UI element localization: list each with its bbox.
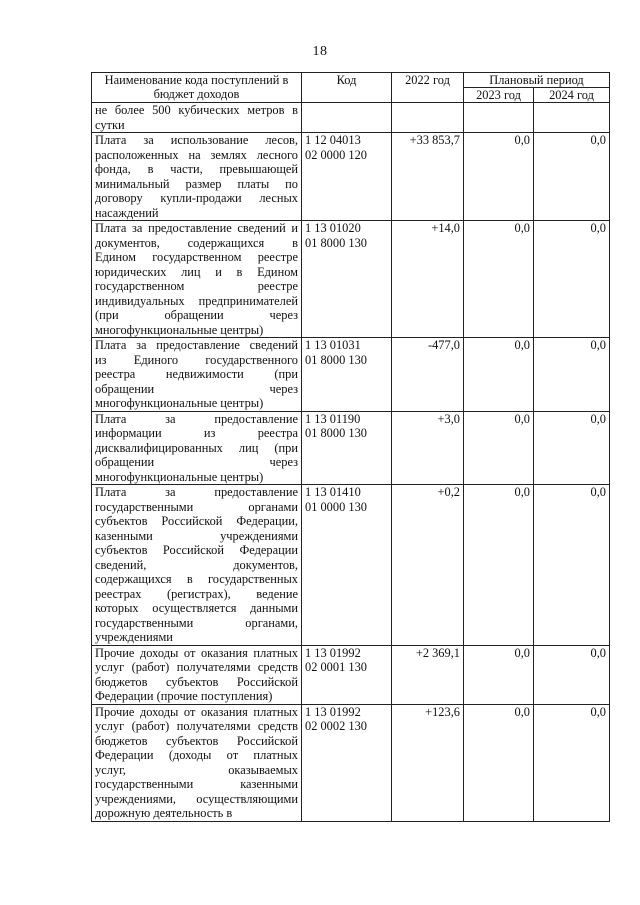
row-code: [302, 103, 392, 133]
table-row: [92, 411, 610, 485]
row-name-line: государственном реестре: [95, 279, 298, 293]
row-name-line: государственными органами,: [95, 615, 298, 630]
row-value-2023: 0,0: [464, 411, 534, 485]
row-name: [92, 411, 302, 485]
row-value-2023: 0,0: [464, 704, 534, 821]
row-name-line: услуг (работ) получателями средств: [95, 719, 298, 733]
row-name-line: юридических лиц и в Едином: [95, 264, 298, 279]
row-code: [302, 221, 392, 338]
row-name-line: Едином государственном реестре: [95, 250, 298, 264]
row-value-2023: 0,0: [464, 221, 534, 338]
row-name-line: не более 500 кубических метров в: [95, 103, 298, 117]
row-code-line: 1 13 01190: [305, 411, 361, 426]
row-name: [92, 103, 302, 133]
row-code-line: 02 0002 130: [305, 719, 367, 733]
row-value-2024: 0,0: [534, 645, 610, 704]
row-code-line: 1 13 01992: [305, 645, 361, 660]
row-code: [302, 338, 392, 412]
revenue-table: [91, 72, 610, 822]
row-name-line: содержащихся в государственных: [95, 572, 298, 586]
row-value-2024: 0,0: [534, 704, 610, 821]
row-value-2024: 0,0: [534, 133, 610, 221]
row-name-line: учреждениями, осуществляющими: [95, 791, 298, 806]
row-code-line: 1 13 01410: [305, 485, 361, 499]
row-name-line: (при обращении через: [95, 308, 298, 322]
row-code-line: 1 13 01992: [305, 704, 361, 719]
row-name-line: Федерации (прочие поступления): [95, 689, 273, 703]
row-code-line: 1 12 04013: [305, 133, 361, 147]
table-row: [92, 133, 610, 221]
row-value-2022: +123,6: [392, 704, 464, 821]
row-value-2024: 0,0: [534, 338, 610, 412]
table-row: [92, 221, 610, 338]
row-name-line: услуг, оказываемых: [95, 762, 298, 777]
header-2024: 2024 год: [534, 88, 610, 103]
row-value-2022: -477,0: [392, 338, 464, 412]
page-number: 18: [312, 44, 328, 59]
row-value-2024: 0,0: [534, 411, 610, 485]
row-name-line: насаждений: [95, 205, 159, 220]
header-plan-period: Плановый период: [464, 73, 610, 88]
row-name: [92, 133, 302, 221]
row-code-line: 01 0000 130: [305, 499, 367, 514]
row-name: [92, 338, 302, 412]
table-row: [92, 704, 610, 821]
header-2023: 2023 год: [464, 88, 534, 103]
row-value-2022: [392, 103, 464, 133]
row-name-line: казенными учреждениями: [95, 528, 298, 543]
row-code-line: 01 8000 130: [305, 235, 367, 250]
row-code-line: 02 0001 130: [305, 660, 367, 674]
row-name-line: государственными органами: [95, 499, 298, 514]
row-name-line: индивидуальных предпринимателей: [95, 293, 298, 308]
row-code: [302, 411, 392, 485]
row-value-2023: 0,0: [464, 133, 534, 221]
row-name-line: из Единого государственного: [95, 352, 298, 367]
row-name-line: Плата за предоставление сведений: [95, 338, 298, 352]
row-name-line: Плата за предоставление сведений и: [95, 221, 298, 235]
header-name: [92, 73, 302, 103]
row-code-line: 1 13 01031: [305, 338, 361, 352]
row-name-line: учреждениями: [95, 630, 173, 644]
row-name-line: дисквалифицированных лиц (при: [95, 440, 298, 455]
row-value-2022: +2 369,1: [392, 645, 464, 704]
row-name-line: государственными казенными: [95, 777, 298, 791]
row-name-line: Федерации (доходы от платных: [95, 748, 298, 762]
table-row: [92, 338, 610, 412]
table-body: [92, 103, 610, 822]
header-name-line2: бюджет доходов: [153, 87, 240, 101]
row-name-line: субъектов Российской Федерации: [95, 543, 298, 557]
header-2022: 2022 год: [392, 73, 464, 103]
row-name-line: документов, содержащихся в: [95, 235, 298, 250]
table-row: [92, 645, 610, 704]
row-name: [92, 485, 302, 646]
row-name-line: минимальный размер платы по: [95, 176, 298, 191]
row-value-2022: +0,2: [392, 485, 464, 646]
table-row: [92, 103, 610, 133]
row-value-2023: [464, 103, 534, 133]
row-name-line: обращении через: [95, 381, 298, 396]
row-value-2024: [534, 103, 610, 133]
row-value-2023: 0,0: [464, 485, 534, 646]
row-value-2022: +14,0: [392, 221, 464, 338]
row-name-line: расположенных на землях лесного: [95, 147, 298, 162]
row-name-line: услуг (работ) получателями средств: [95, 660, 298, 674]
row-name-line: Плата за предоставление: [95, 411, 298, 426]
row-code-line: 02 0000 120: [305, 147, 367, 162]
row-code: [302, 704, 392, 821]
row-name-line: которых осуществляется данными: [95, 601, 298, 615]
row-name-line: дорожную деятельность в: [95, 806, 233, 820]
row-value-2023: 0,0: [464, 645, 534, 704]
row-name-line: многофункциональные центры): [95, 469, 264, 484]
row-name-line: Прочие доходы от оказания платных: [95, 704, 298, 719]
row-value-2024: 0,0: [534, 485, 610, 646]
row-name-line: фонда, в части, превышающей: [95, 162, 298, 176]
row-name-line: реестрах (регистрах), ведение: [95, 586, 298, 601]
row-name-line: информации из реестра: [95, 426, 298, 440]
row-code: [302, 645, 392, 704]
row-value-2022: +3,0: [392, 411, 464, 485]
row-code-line: 1 13 01020: [305, 221, 361, 235]
row-name-line: реестра недвижимости (при: [95, 367, 298, 381]
table-row: [92, 485, 610, 646]
row-name-line: сутки: [95, 117, 125, 132]
row-name-line: бюджетов субъектов Российской: [95, 674, 298, 689]
row-name: [92, 221, 302, 338]
header-name-line1: Наименование кода поступлений в: [104, 73, 289, 87]
row-name-line: Плата за использование лесов,: [95, 133, 298, 147]
row-name-line: многофункциональные центры): [95, 322, 264, 337]
table-header: [92, 73, 610, 103]
row-name-line: договору купли-продажи лесных: [95, 191, 298, 205]
row-name: [92, 645, 302, 704]
row-value-2023: 0,0: [464, 338, 534, 412]
row-name-line: бюджетов субъектов Российской: [95, 733, 298, 748]
row-name-line: субъектов Российской Федерации,: [95, 514, 298, 528]
row-name-line: Прочие доходы от оказания платных: [95, 645, 298, 660]
row-name-line: сведений, документов,: [95, 557, 298, 572]
header-code: Код: [302, 73, 392, 103]
row-name-line: обращении через: [95, 455, 298, 469]
row-code-line: 01 8000 130: [305, 352, 367, 367]
row-value-2022: +33 853,7: [392, 133, 464, 221]
row-value-2024: 0,0: [534, 221, 610, 338]
row-name-line: Плата за предоставление: [95, 485, 298, 499]
row-code-line: 01 8000 130: [305, 426, 367, 440]
row-name: [92, 704, 302, 821]
row-code: [302, 485, 392, 646]
row-name-line: многофункциональные центры): [95, 396, 264, 410]
row-code: [302, 133, 392, 221]
